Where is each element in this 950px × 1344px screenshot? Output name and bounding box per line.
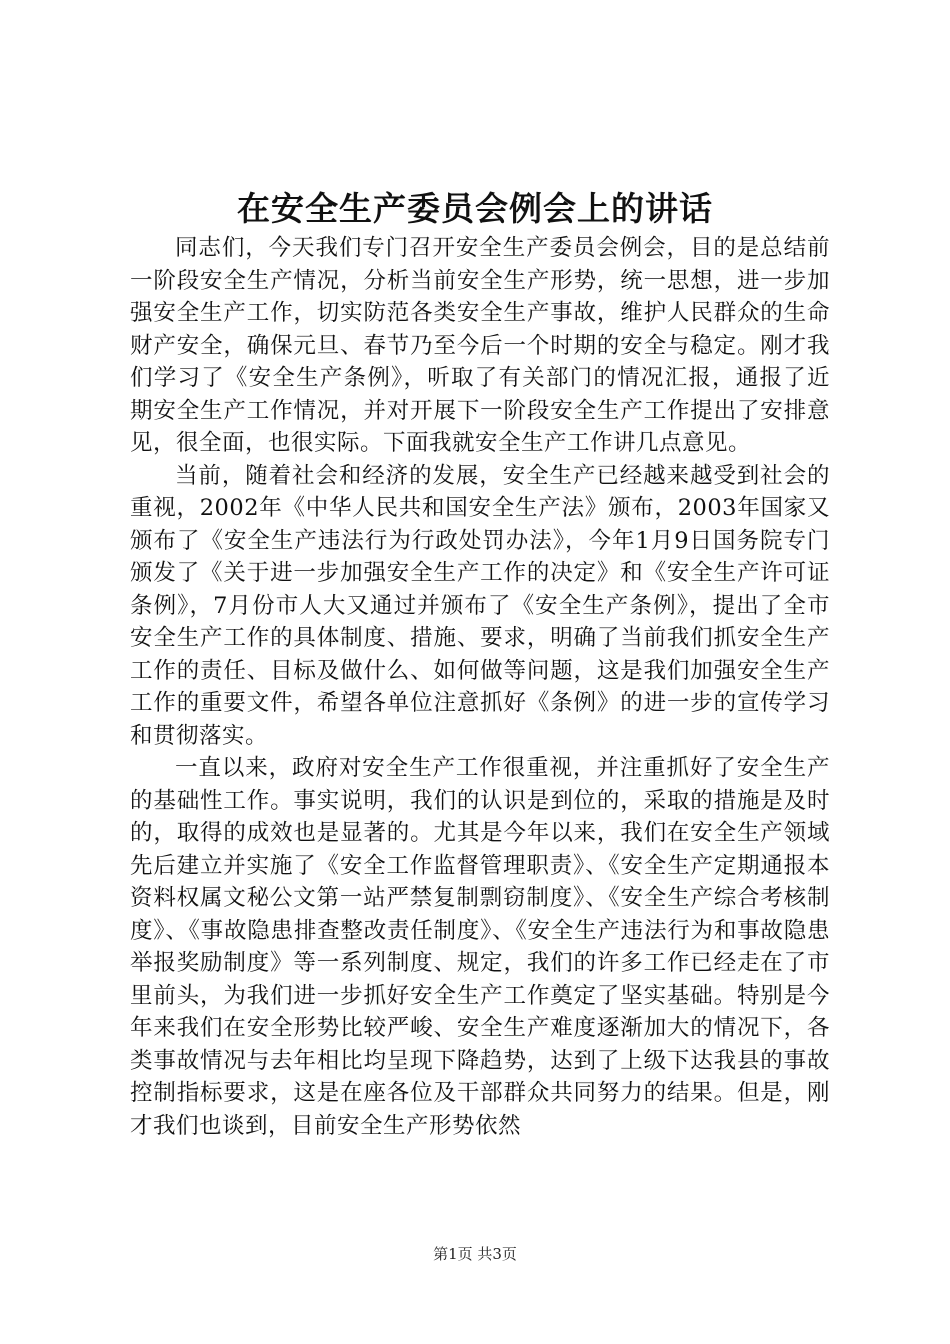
- paragraph-2: 当前，随着社会和经济的发展，安全生产已经越来越受到社会的重视，2002年《中华人民共和国安全生产法》颁布，2003年国家又颁布了《安全生产违法行为行政处罚办法》，今年1月9日国务院专门颁发了《关于进一步加强安全生产工作的决定》和《安全生产许可证条例》，7月份市人大又通过并颁布了《安全生产条例》，提出了全市安全生产工作的具体制度、措施、要求，明确了当前我们抓安全生产工作的责任、目标及做什么、如何做等问题，这是我们加强安全生产工作的重要文件，希望各单位注意抓好《条例》的进一步的宣传学习和贯彻落实。: [130, 462, 830, 749]
- document-title: 在安全生产委员会例会上的讲话: [237, 189, 713, 228]
- document-body: [130, 232, 830, 1142]
- paragraph-1: 同志们，今天我们专门召开安全生产委员会例会，目的是总结前一阶段安全生产情况，分析当前安全生产形势，统一思想，进一步加强安全生产工作，切实防范各类安全生产事故，维护人民群众的生命财产安全，确保元旦、春节乃至今后一个时期的安全与稳定。刚才我们学习了《安全生产条例》，听取了有关部门的情况汇报，通报了近期安全生产工作情况，并对开展下一阶段安全生产工作提出了安排意见，很全面，也很实际。下面我就安全生产工作讲几点意见。: [130, 235, 830, 456]
- paragraph-3: 一直以来，政府对安全生产工作很重视，并注重抓好了安全生产的基础性工作。事实说明，我们的认识是到位的，采取的措施是及时的，取得的成效也是显著的。尤其是今年以来，我们在安全生产领域先后建立并实施了《安全工作监督管理职责》、《安全生产定期通报本资料权属文秘公文第一站严禁复制剽窃制度》、《安全生产综合考核制度》、《事故隐患排查整改责任制度》、《安全生产违法行为和事故隐患举报奖励制度》等一系列制度、规定，我们的许多工作已经走在了市里前头，为我们进一步抓好安全生产工作奠定了坚实基础。特别是今年来我们在安全形势比较严峻、安全生产难度逐渐加大的情况下，各类事故情况与去年相比均呈现下降趋势，达到了上级下达我县的事故控制指标要求，这是在座各位及干部群众共同努力的结果。但是，刚才我们也谈到，目前安全生产形势依然: [130, 755, 830, 1139]
- page-footer: 第1页 共3页: [433, 1245, 517, 1263]
